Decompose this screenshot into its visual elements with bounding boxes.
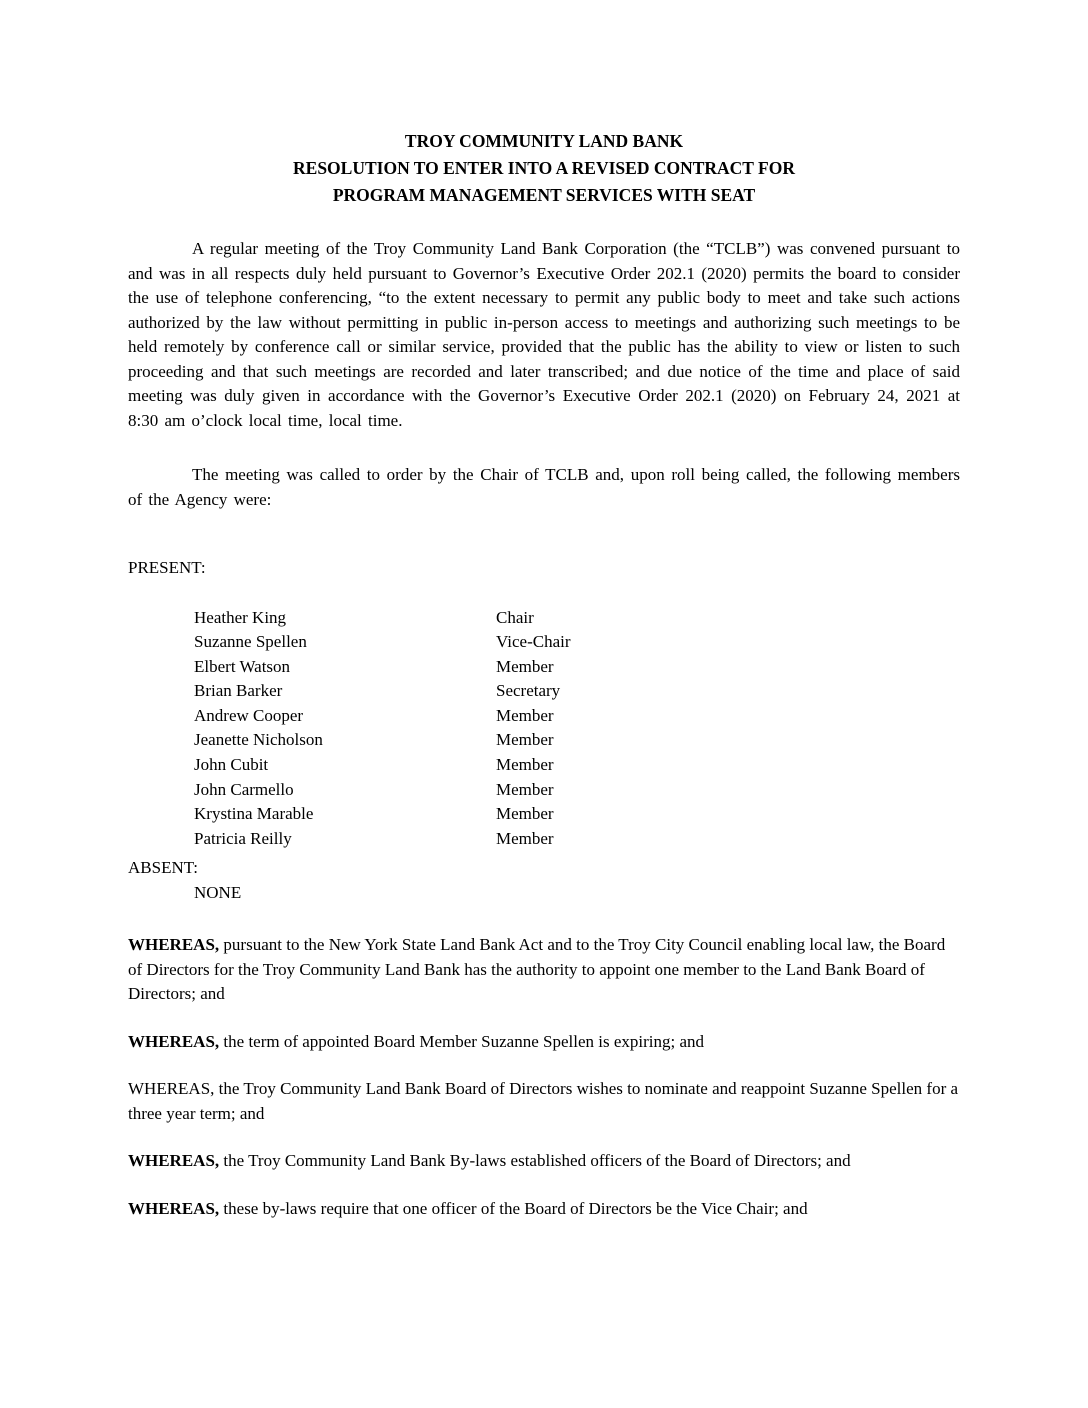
title-line-2: RESOLUTION TO ENTER INTO A REVISED CONTRACT FOR <box>293 158 795 178</box>
present-label: PRESENT: <box>128 558 206 577</box>
member-name: Suzanne Spellen <box>194 632 307 652</box>
whereas-text: pursuant to the New York State Land Bank Act and to the Troy City Council enabling local law, the Board of Directors for the Troy Community Land Bank has the authority to appoint one member to the Land Bank Board of Directors; and <box>128 935 946 1004</box>
whereas-clause <box>128 1077 960 1126</box>
member-role: Member <box>496 804 554 824</box>
member-row <box>128 753 960 778</box>
whereas-clause <box>128 933 960 1007</box>
whereas-clause <box>128 1197 960 1222</box>
member-row <box>128 704 960 729</box>
opening-paragraph: A regular meeting of the Troy Community Land Bank Corporation (the “TCLB”) was convened pursuant to and was in all respects duly held pursuant to Governor’s Executive Order 202.1 (2020) permits the board to consider the use of telephone conferencing, “to the extent necessary to permit any public body to meet and take such actions authorized by the law without permitting in public in-person access to meetings and authorizing such meetings to be held remotely by conference call or similar service, provided that the public has the ability to view or listen to such proceeding and that such meetings are recorded and later transcribed; and due notice of the time and place of said meeting was duly given in accordance with the Governor’s Executive Order 202.1 (2020) on February 24, 2021 at 8:30 am o’clock local time, local time. <box>128 239 960 430</box>
members-list <box>128 606 960 852</box>
absent-value: NONE <box>194 882 242 902</box>
whereas-text: the Troy Community Land Bank Board of Directors wishes to nominate and reappoint Suzanne Spellen for a three year term; and <box>128 1079 959 1123</box>
member-role: Member <box>496 705 554 725</box>
member-row <box>128 679 960 704</box>
title-line-3: PROGRAM MANAGEMENT SERVICES WITH SEAT <box>332 185 756 205</box>
member-role: Member <box>496 656 554 676</box>
member-role: Secretary <box>496 681 561 701</box>
member-row <box>128 606 960 631</box>
member-name: Andrew Cooper <box>194 705 304 725</box>
whereas-text: these by-laws require that one officer of the Board of Directors be the Vice Chair; and <box>219 1198 808 1218</box>
member-name: John Carmello <box>194 779 294 799</box>
whereas-lead: WHEREAS, <box>128 935 220 955</box>
whereas-text: the term of appointed Board Member Suzanne Spellen is expiring; and <box>219 1031 705 1051</box>
whereas-text: the Troy Community Land Bank By-laws established officers of the Board of Directors; and <box>219 1151 851 1171</box>
member-name: Elbert Watson <box>194 656 291 676</box>
member-name: Krystina Marable <box>194 804 314 824</box>
whereas-clause <box>128 1149 960 1174</box>
member-row <box>128 728 960 753</box>
whereas-clauses <box>128 933 960 1221</box>
whereas-lead: WHEREAS, <box>128 1151 220 1171</box>
whereas-lead: WHEREAS, <box>128 1031 220 1051</box>
title-line-1: TROY COMMUNITY LAND BANK <box>404 131 684 151</box>
absent-label: ABSENT: <box>128 858 198 878</box>
member-name: John Cubit <box>194 755 269 775</box>
whereas-clause <box>128 1030 960 1055</box>
whereas-lead: WHEREAS, <box>128 1079 215 1099</box>
member-row <box>128 630 960 655</box>
member-name: Patricia Reilly <box>194 828 292 848</box>
member-role: Member <box>496 755 554 775</box>
member-role: Chair <box>496 607 534 627</box>
member-role: Member <box>496 828 554 848</box>
member-role: Member <box>496 779 554 799</box>
roll-call-paragraph: The meeting was called to order by the Chair of TCLB and, upon roll being called, the following members of the Agency were: <box>128 465 960 509</box>
member-row <box>128 778 960 803</box>
member-role: Vice-Chair <box>496 632 571 652</box>
member-name: Jeanette Nicholson <box>194 730 323 750</box>
member-row <box>128 827 960 852</box>
document-title <box>128 128 960 209</box>
member-name: Heather King <box>194 607 287 627</box>
member-role: Member <box>496 730 554 750</box>
member-row <box>128 802 960 827</box>
member-row <box>128 655 960 680</box>
member-name: Brian Barker <box>194 681 283 701</box>
whereas-lead: WHEREAS, <box>128 1198 220 1218</box>
